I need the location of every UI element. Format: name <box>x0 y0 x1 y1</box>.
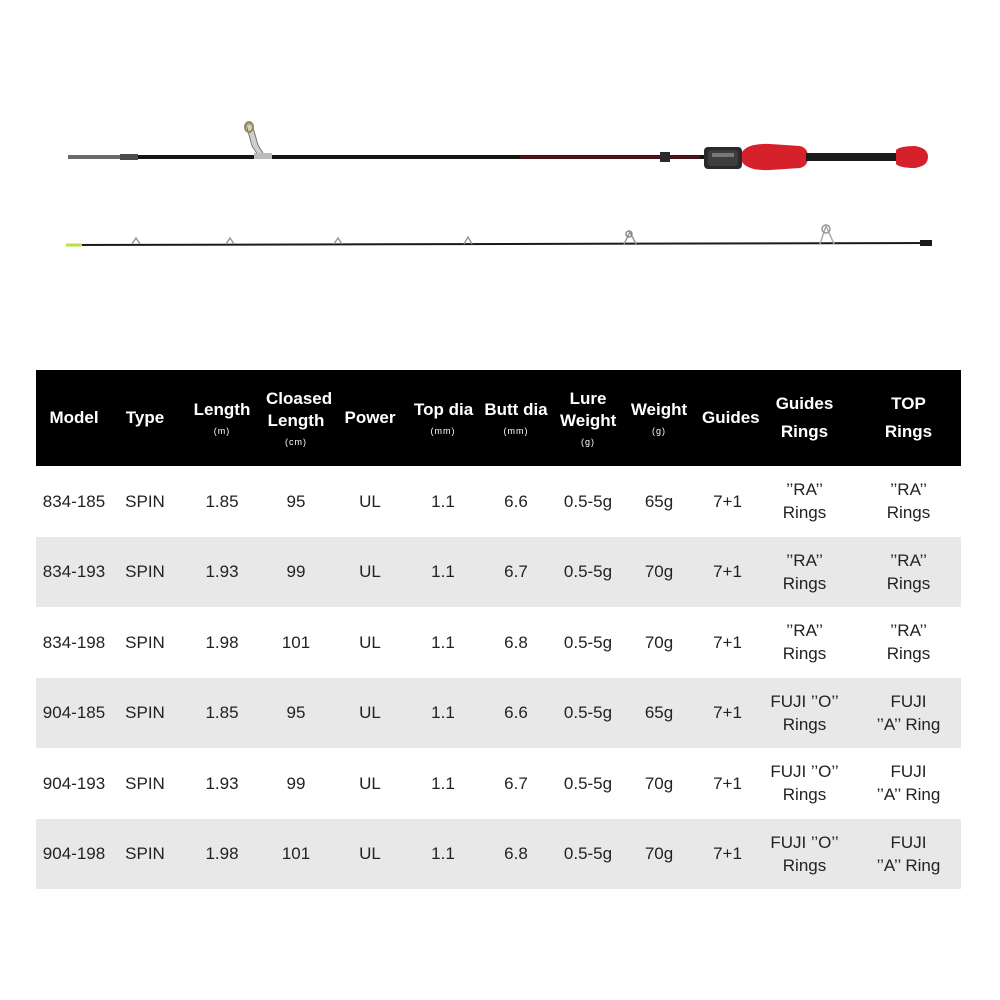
cell-length: 1.93 <box>205 562 239 582</box>
cell-butt-dia: 6.7 <box>504 562 528 582</box>
table-row <box>36 537 961 608</box>
cell-lure-weight: 0.5-5g <box>563 844 613 864</box>
cell-butt-dia: 6.6 <box>504 703 528 723</box>
cell-guides-rings: ’’RA’’ Rings <box>782 621 827 664</box>
cell-power: UL <box>359 562 381 582</box>
cell-guides-rings: FUJI ’’O’’ Rings <box>770 832 839 875</box>
cell-top-rings: FUJI ’’A’’ Ring <box>876 832 941 875</box>
cell-top-dia: 1.1 <box>431 844 455 864</box>
cell-top-dia: 1.1 <box>431 491 455 511</box>
cell-top-rings: ’’RA’’ Rings <box>886 480 931 523</box>
product-image <box>0 0 1000 360</box>
header-top-dia: Top dia (mm) <box>414 400 474 436</box>
cell-guides-rings: FUJI ’’O’’ Rings <box>770 762 839 805</box>
cell-closed-length: 101 <box>281 844 311 864</box>
cell-guides: 7+1 <box>713 844 742 864</box>
header-top-rings: TOP Rings <box>884 394 933 441</box>
header-length: Length (m) <box>193 400 251 436</box>
cell-top-rings: ’’RA’’ Rings <box>886 621 931 664</box>
cell-type: SPIN <box>125 491 165 511</box>
table-header-row <box>36 370 961 466</box>
cell-type: SPIN <box>125 562 165 582</box>
cell-power: UL <box>359 844 381 864</box>
cell-closed-length: 95 <box>286 491 306 511</box>
cell-lure-weight: 0.5-5g <box>563 773 613 793</box>
cell-lure-weight: 0.5-5g <box>563 632 613 652</box>
header-closed-length: Cloased Length (cm) <box>266 389 333 447</box>
cell-top-dia: 1.1 <box>431 562 455 582</box>
cell-guides-rings: ’’RA’’ Rings <box>782 480 827 523</box>
cell-butt-dia: 6.6 <box>504 491 528 511</box>
cell-closed-length: 99 <box>286 773 306 793</box>
cell-weight: 70g <box>644 632 674 652</box>
cell-model: 834-198 <box>42 632 106 652</box>
cell-model: 904-185 <box>42 703 106 723</box>
cell-length: 1.98 <box>205 844 239 864</box>
cell-closed-length: 95 <box>286 703 306 723</box>
cell-closed-length: 101 <box>281 632 311 652</box>
cell-length: 1.93 <box>205 773 239 793</box>
cell-lure-weight: 0.5-5g <box>563 562 613 582</box>
cell-weight: 65g <box>644 491 674 511</box>
cell-top-dia: 1.1 <box>431 773 455 793</box>
cell-power: UL <box>359 773 381 793</box>
cell-top-rings: FUJI ’’A’’ Ring <box>876 691 941 734</box>
header-butt-dia: Butt dia (mm) <box>484 400 548 436</box>
cell-weight: 70g <box>644 844 674 864</box>
cell-model: 904-198 <box>42 844 106 864</box>
header-lure-weight: Lure Weight (g) <box>560 389 617 447</box>
cell-type: SPIN <box>125 773 165 793</box>
cell-butt-dia: 6.8 <box>504 632 528 652</box>
cell-lure-weight: 0.5-5g <box>563 491 613 511</box>
cell-guides: 7+1 <box>713 562 742 582</box>
cell-guides: 7+1 <box>713 703 742 723</box>
rod-tip-section <box>66 225 932 246</box>
cell-model: 834-185 <box>42 491 106 511</box>
table-row <box>36 819 961 890</box>
cell-top-dia: 1.1 <box>431 632 455 652</box>
spec-table <box>36 370 961 889</box>
cell-model: 904-193 <box>42 773 106 793</box>
table-row <box>36 466 961 537</box>
table-row <box>36 678 961 749</box>
cell-model: 834-193 <box>42 562 106 582</box>
cell-power: UL <box>359 491 381 511</box>
header-weight: Weight (g) <box>630 400 688 436</box>
cell-length: 1.98 <box>205 632 239 652</box>
cell-butt-dia: 6.8 <box>504 844 528 864</box>
table-row <box>36 607 961 678</box>
header-power: Power <box>344 408 396 427</box>
header-guides-rings: Guides Rings <box>775 394 834 441</box>
rod-butt-section <box>68 122 928 170</box>
cell-top-rings: FUJI ’’A’’ Ring <box>876 762 941 805</box>
cell-lure-weight: 0.5-5g <box>563 703 613 723</box>
cell-butt-dia: 6.7 <box>504 773 528 793</box>
cell-power: UL <box>359 703 381 723</box>
cell-top-rings: ’’RA’’ Rings <box>886 550 931 593</box>
cell-guides: 7+1 <box>713 491 742 511</box>
cell-top-dia: 1.1 <box>431 703 455 723</box>
cell-weight: 70g <box>644 773 674 793</box>
header-model: Model <box>49 408 99 427</box>
cell-type: SPIN <box>125 703 165 723</box>
cell-length: 1.85 <box>205 491 239 511</box>
table-row <box>36 748 961 819</box>
cell-type: SPIN <box>125 632 165 652</box>
cell-guides-rings: FUJI ’’O’’ Rings <box>770 691 839 734</box>
cell-type: SPIN <box>125 844 165 864</box>
cell-length: 1.85 <box>205 703 239 723</box>
header-type: Type <box>125 408 165 427</box>
cell-guides-rings: ’’RA’’ Rings <box>782 550 827 593</box>
cell-power: UL <box>359 632 381 652</box>
cell-guides: 7+1 <box>713 632 742 652</box>
cell-weight: 65g <box>644 703 674 723</box>
cell-weight: 70g <box>644 562 674 582</box>
cell-guides: 7+1 <box>713 773 742 793</box>
fishing-rod-illustration <box>0 0 1000 360</box>
cell-closed-length: 99 <box>286 562 306 582</box>
header-guides: Guides <box>702 408 760 427</box>
